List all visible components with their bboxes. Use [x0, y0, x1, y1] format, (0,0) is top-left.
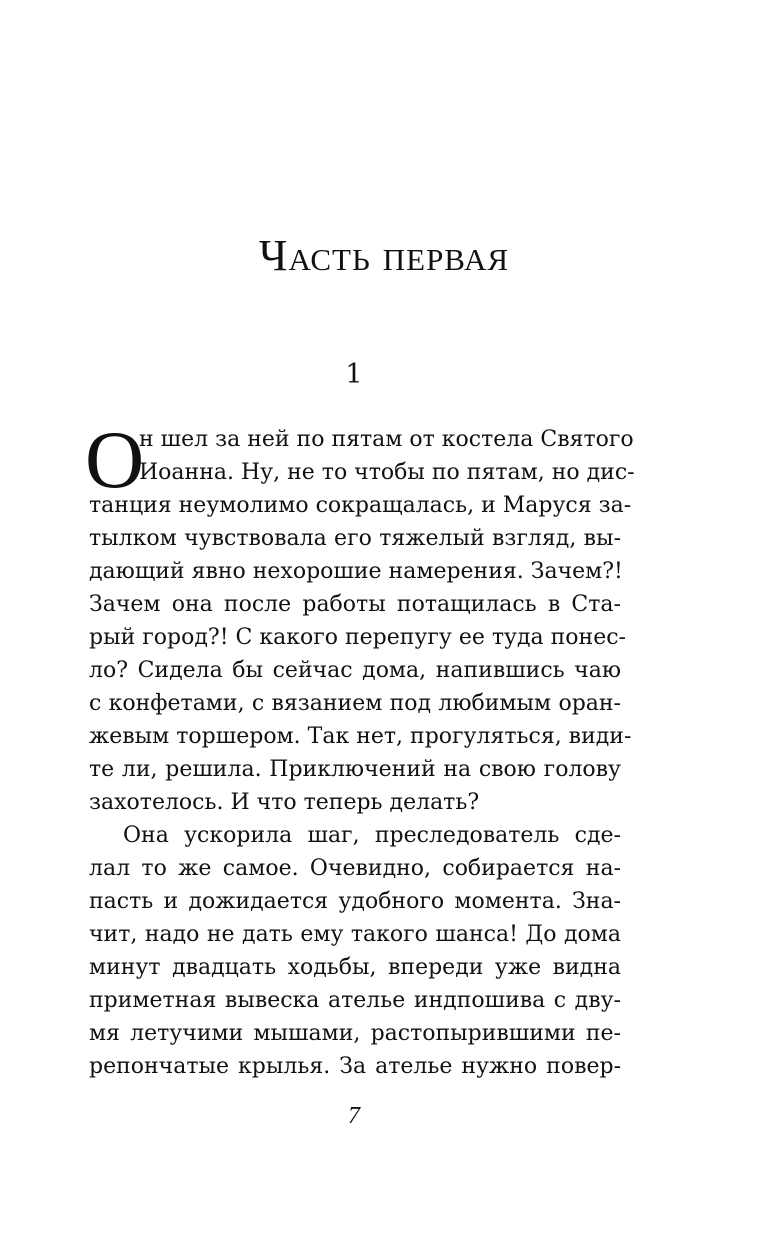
drop-cap: О: [85, 414, 145, 505]
text-line: Она ускорила шаг, преследователь сде-: [123, 823, 621, 848]
part-title: Часть первая: [258, 231, 510, 280]
text-line: тылком чувствовала его тяжелый взгляд, вы-: [89, 526, 621, 551]
text-line: те ли, решила. Приключений на свою голову: [89, 757, 621, 782]
text-line: чит, надо не дать ему такого шанса! До дома: [89, 922, 621, 947]
text-line: ло? Сидела бы сейчас дома, напившись чаю: [89, 658, 621, 683]
text-line: Зачем она после работы потащилась в Ста-: [89, 592, 621, 617]
text-line: танция неумолимо сокращалась, и Маруся за-: [89, 493, 632, 518]
text-line: рый город?! С какого перепугу ее туда понес-: [89, 625, 626, 650]
text-line: дающий явно нехорошие намерения. Зачем?!: [89, 559, 623, 584]
text-line: жевым торшером. Так нет, прогуляться, види-: [89, 724, 632, 749]
text-line: приметная вывеска ателье индпошива с дву-: [89, 988, 621, 1013]
text-line: лал то же самое. Очевидно, собирается на-: [89, 856, 621, 881]
chapter-number: 1: [345, 359, 363, 390]
text-line: н шел за ней по пятам от костела Святого: [139, 427, 634, 452]
body-text: [85, 414, 635, 1083]
text-line: минут двадцать ходьбы, впереди уже видна: [89, 955, 621, 980]
text-line: пасть и дожидается удобного момента. Зна-: [89, 889, 621, 914]
text-line: Иоанна. Ну, не то чтобы по пятам, но дис-: [139, 460, 635, 485]
page-number: 7: [348, 1103, 360, 1129]
text-line: с конфетами, с вязанием под любимым оран-: [89, 691, 621, 716]
text-line: репончатые крылья. За ателье нужно повер-: [89, 1054, 621, 1079]
text-line: мя летучими мышами, растопырившими пе-: [89, 1021, 621, 1046]
text-line: захотелось. И что теперь делать?: [89, 790, 480, 815]
